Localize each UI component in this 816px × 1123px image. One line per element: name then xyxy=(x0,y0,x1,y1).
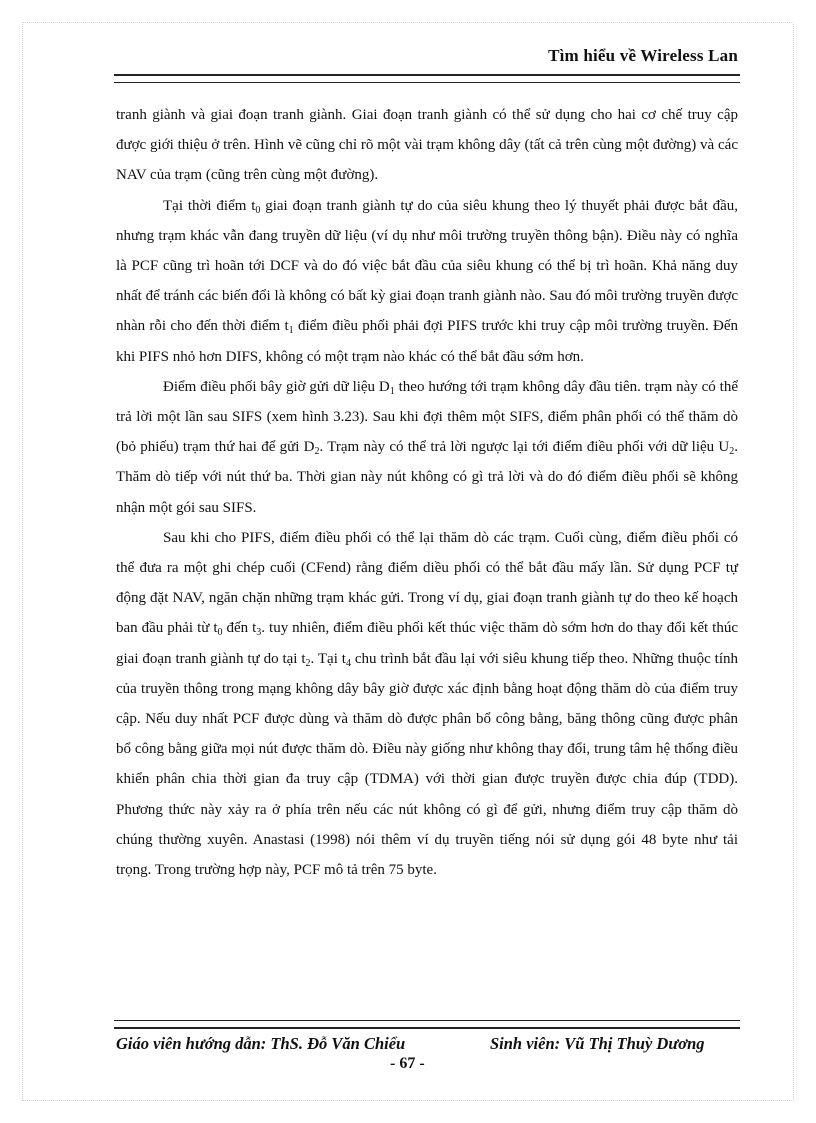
subscript-t4: 4 xyxy=(345,657,351,669)
paragraph-3-part-b: theo hướng tới trạm không dây đầu tiên. trạm này có thể trả lời một lần sau SIFS (xem hình 3.23). Sau khi đợi thêm một SIFS, điểm phân phối có thể thăm dò (bỏ phiếu) trạm thứ hai để gửi D xyxy=(116,378,738,456)
subscript-t1: 1 xyxy=(288,325,294,337)
subscript-t0: 0 xyxy=(255,204,261,216)
footer-student: Sinh viên: Vũ Thị Thuỳ Dương xyxy=(490,1034,705,1053)
paragraph-3-part-c: . Trạm này có thể trả lời ngược lại tới điểm điều phối với dữ liệu U xyxy=(319,439,730,456)
paragraph-3 xyxy=(116,372,738,523)
paragraph-1: tranh giành và giai đoạn tranh giành. Giai đoạn tranh giành có thể sử dụng cho hai cơ chế truy cập được giới thiệu ở trên. Hình vẽ cũng chỉ rõ một vài trạm không dây (tất cả trên cùng một đường) và các NAV của trạm (cũng trên cùng một đường). xyxy=(116,107,738,184)
header-rule xyxy=(114,74,740,83)
paragraph-2-part-a: Tại thời điểm t xyxy=(163,197,256,214)
paragraph-3-part-d: . Thăm dò tiếp với nút thứ ba. Thời gian này nút không có gì trả lời và do đó điểm điều phối sẽ không nhận một gói sau SIFS. xyxy=(116,439,738,516)
paragraph-4 xyxy=(116,523,738,885)
subscript-t0: 0 xyxy=(217,627,223,639)
footer-rule xyxy=(114,1020,740,1029)
paragraph-4-part-e: chu trình bắt đầu lại với siêu khung tiếp theo. Những thuộc tính của truyền thông trong mạng không dây bây giờ được xác định bằng hoạt động thăm dò của điểm truy cập. Nếu duy nhất PCF được dùng và thăm dò được phân bổ công bằng, băng thông cũng được phân bổ công bằng giữa mọi nút được thăm dò. Điều này giống như không thay đổi, trung tâm hệ thống điều khiển phân chia thời gian đa truy cập (TDMA) với thời gian được truyền được chia đúp (TDD). Phương thức này xảy ra ở phía trên nếu các nút không có gì để gửi, nhưng điểm truy cập thăm dò chúng thường xuyên. Anastasi (1998) nói thêm ví dụ truyền tiếng nói sử dụng gói 48 byte như tải trọng. Trong trường hợp này, PCF mô tả trên 75 byte. xyxy=(116,650,738,879)
subscript-t3: 3 xyxy=(256,627,262,639)
body-text xyxy=(116,100,738,885)
subscript-d1: 1 xyxy=(389,385,395,397)
paragraph-3-part-a: Điểm điều phối bây giờ gửi dữ liệu D xyxy=(163,378,390,395)
paragraph-4-part-a: Sau khi cho PIFS, điểm điều phối có thể lại thăm dò các trạm. Cuối cùng, điểm điều phối có thể đưa ra một ghi chép cuối (CFend) rằng điểm diều phối có thể bắt đầu mấy lần. Sử dụng PCF tự động đặt NAV, ngăn chặn những trạm khác gửi. Trong ví dụ, giai đoạn tranh giành tự do theo kế hoạch ban đầu phải từ t xyxy=(116,529,738,637)
page-number: - 67 - xyxy=(390,1055,425,1072)
paragraph-4-part-b: đến t xyxy=(222,620,257,637)
paragraph-4-part-c: . tuy nhiên, điểm điều phối kết thúc việc thăm dò sớm hơn do thay đổi kết thúc giai đoạn tranh giành tự do tại t xyxy=(116,620,738,667)
subscript-u2: 2 xyxy=(729,446,735,458)
subscript-d2: 2 xyxy=(314,446,320,458)
header-title: Tìm hiểu về Wireless Lan xyxy=(548,46,738,65)
subscript-t2: 2 xyxy=(305,657,311,669)
paragraph-2-part-b: giai đoạn tranh giành tự do của siêu khung theo lý thuyết phải được bắt đầu, nhưng trạm khác vẫn đang truyền dữ liệu (ví dụ như môi trường truyền thông bận). Điều này có nghĩa là PCF cũng trì hoãn tới DCF và do đó việc bắt đầu của siêu khung có thể bị trì hoãn. Khả năng duy nhất để tránh các biến đổi là không có bất kỳ giai đoạn tranh giành nào. Sau đó môi trường truyền được nhàn rỗi cho đến thời điểm t xyxy=(116,197,738,335)
paragraph-2 xyxy=(116,191,738,372)
paragraph-2-part-c: điểm điều phối phải đợi PIFS trước khi truy cập môi trường truyền. Đến khi PIFS nhỏ hơn DIFS, không có một trạm nào khác có thể bắt đầu sớm hơn. xyxy=(116,318,738,365)
paragraph-4-part-d: . Tại t xyxy=(310,650,346,667)
footer-advisor: Giáo viên hướng dẫn: ThS. Đỗ Văn Chiểu xyxy=(116,1034,406,1053)
